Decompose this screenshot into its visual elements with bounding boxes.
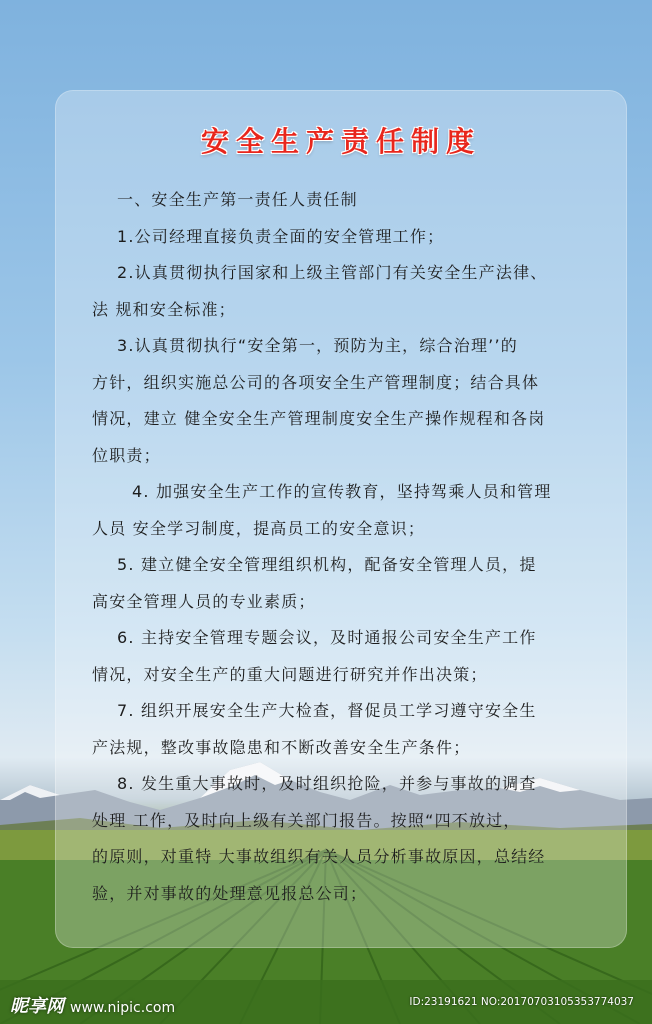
document-body [92,182,602,912]
paragraph-line: 7. 组织开展安全生产大检查，督促员工学习遵守安全生 [117,701,537,720]
watermark-brand: 昵享网 [10,996,64,1017]
paragraph-line: 情况，对安全生产的重大问题进行研究并作出决策； [92,664,488,684]
paragraph-line: 6. 主持安全管理专题会议，及时通报公司安全生产工作 [117,628,537,647]
paragraph-line: 4. 加强安全生产工作的宣传教育，坚持驾乘人员和管理 [132,482,552,501]
image-id-label: ID:23191621 NO:20170703105353774037 [409,996,634,1008]
paragraph-line: 5. 建立健全安全管理组织机构，配备安全管理人员，提 [117,555,537,574]
paragraph-line: 验，并对事故的处理意见报总公司； [92,883,368,903]
paragraph-line: 情况，建立 健全安全生产管理制度安全生产操作规程和各岗 [92,409,546,428]
watermark-url: www.nipic.com [70,1000,176,1016]
paragraph-line: 的原则，对重特 大事故组织有关人员分析事故原因，总结经 [92,847,546,866]
paragraph-line: 方针，组织实施总公司的各项安全生产管理制度；结合具体 [92,372,540,392]
paragraph-line: 高安全管理人员的专业素质； [92,591,316,611]
paragraph-line: 人员 安全学习制度，提高员工的安全意识； [92,518,426,538]
paragraph-line: 2.认真贯彻执行国家和上级主管部门有关安全生产法律、 [117,263,548,282]
paragraph-line: 产法规，整改事故隐患和不断改善安全生产条件； [92,737,471,757]
paragraph-line: 3.认真贯彻执行“安全第一，预防为主，综合治理’’的 [117,336,518,355]
paragraph-line: 8. 发生重大事故时，及时组织抢险，并参与事故的调查 [117,774,537,793]
site-watermark [10,992,175,1018]
paragraph-line: 1.公司经理直接负责全面的安全管理工作； [117,226,445,246]
paragraph-line: 位职责； [92,445,161,465]
paragraph-line: 处理 工作，及时向上级有关部门报告。按照“四不放过， [92,810,521,830]
paragraph-line: 法 规和安全标准； [92,299,236,319]
document-title: 安全生产责任制度 [200,125,481,158]
section-heading: 一、安全生产第一责任人责任制 [117,190,358,209]
